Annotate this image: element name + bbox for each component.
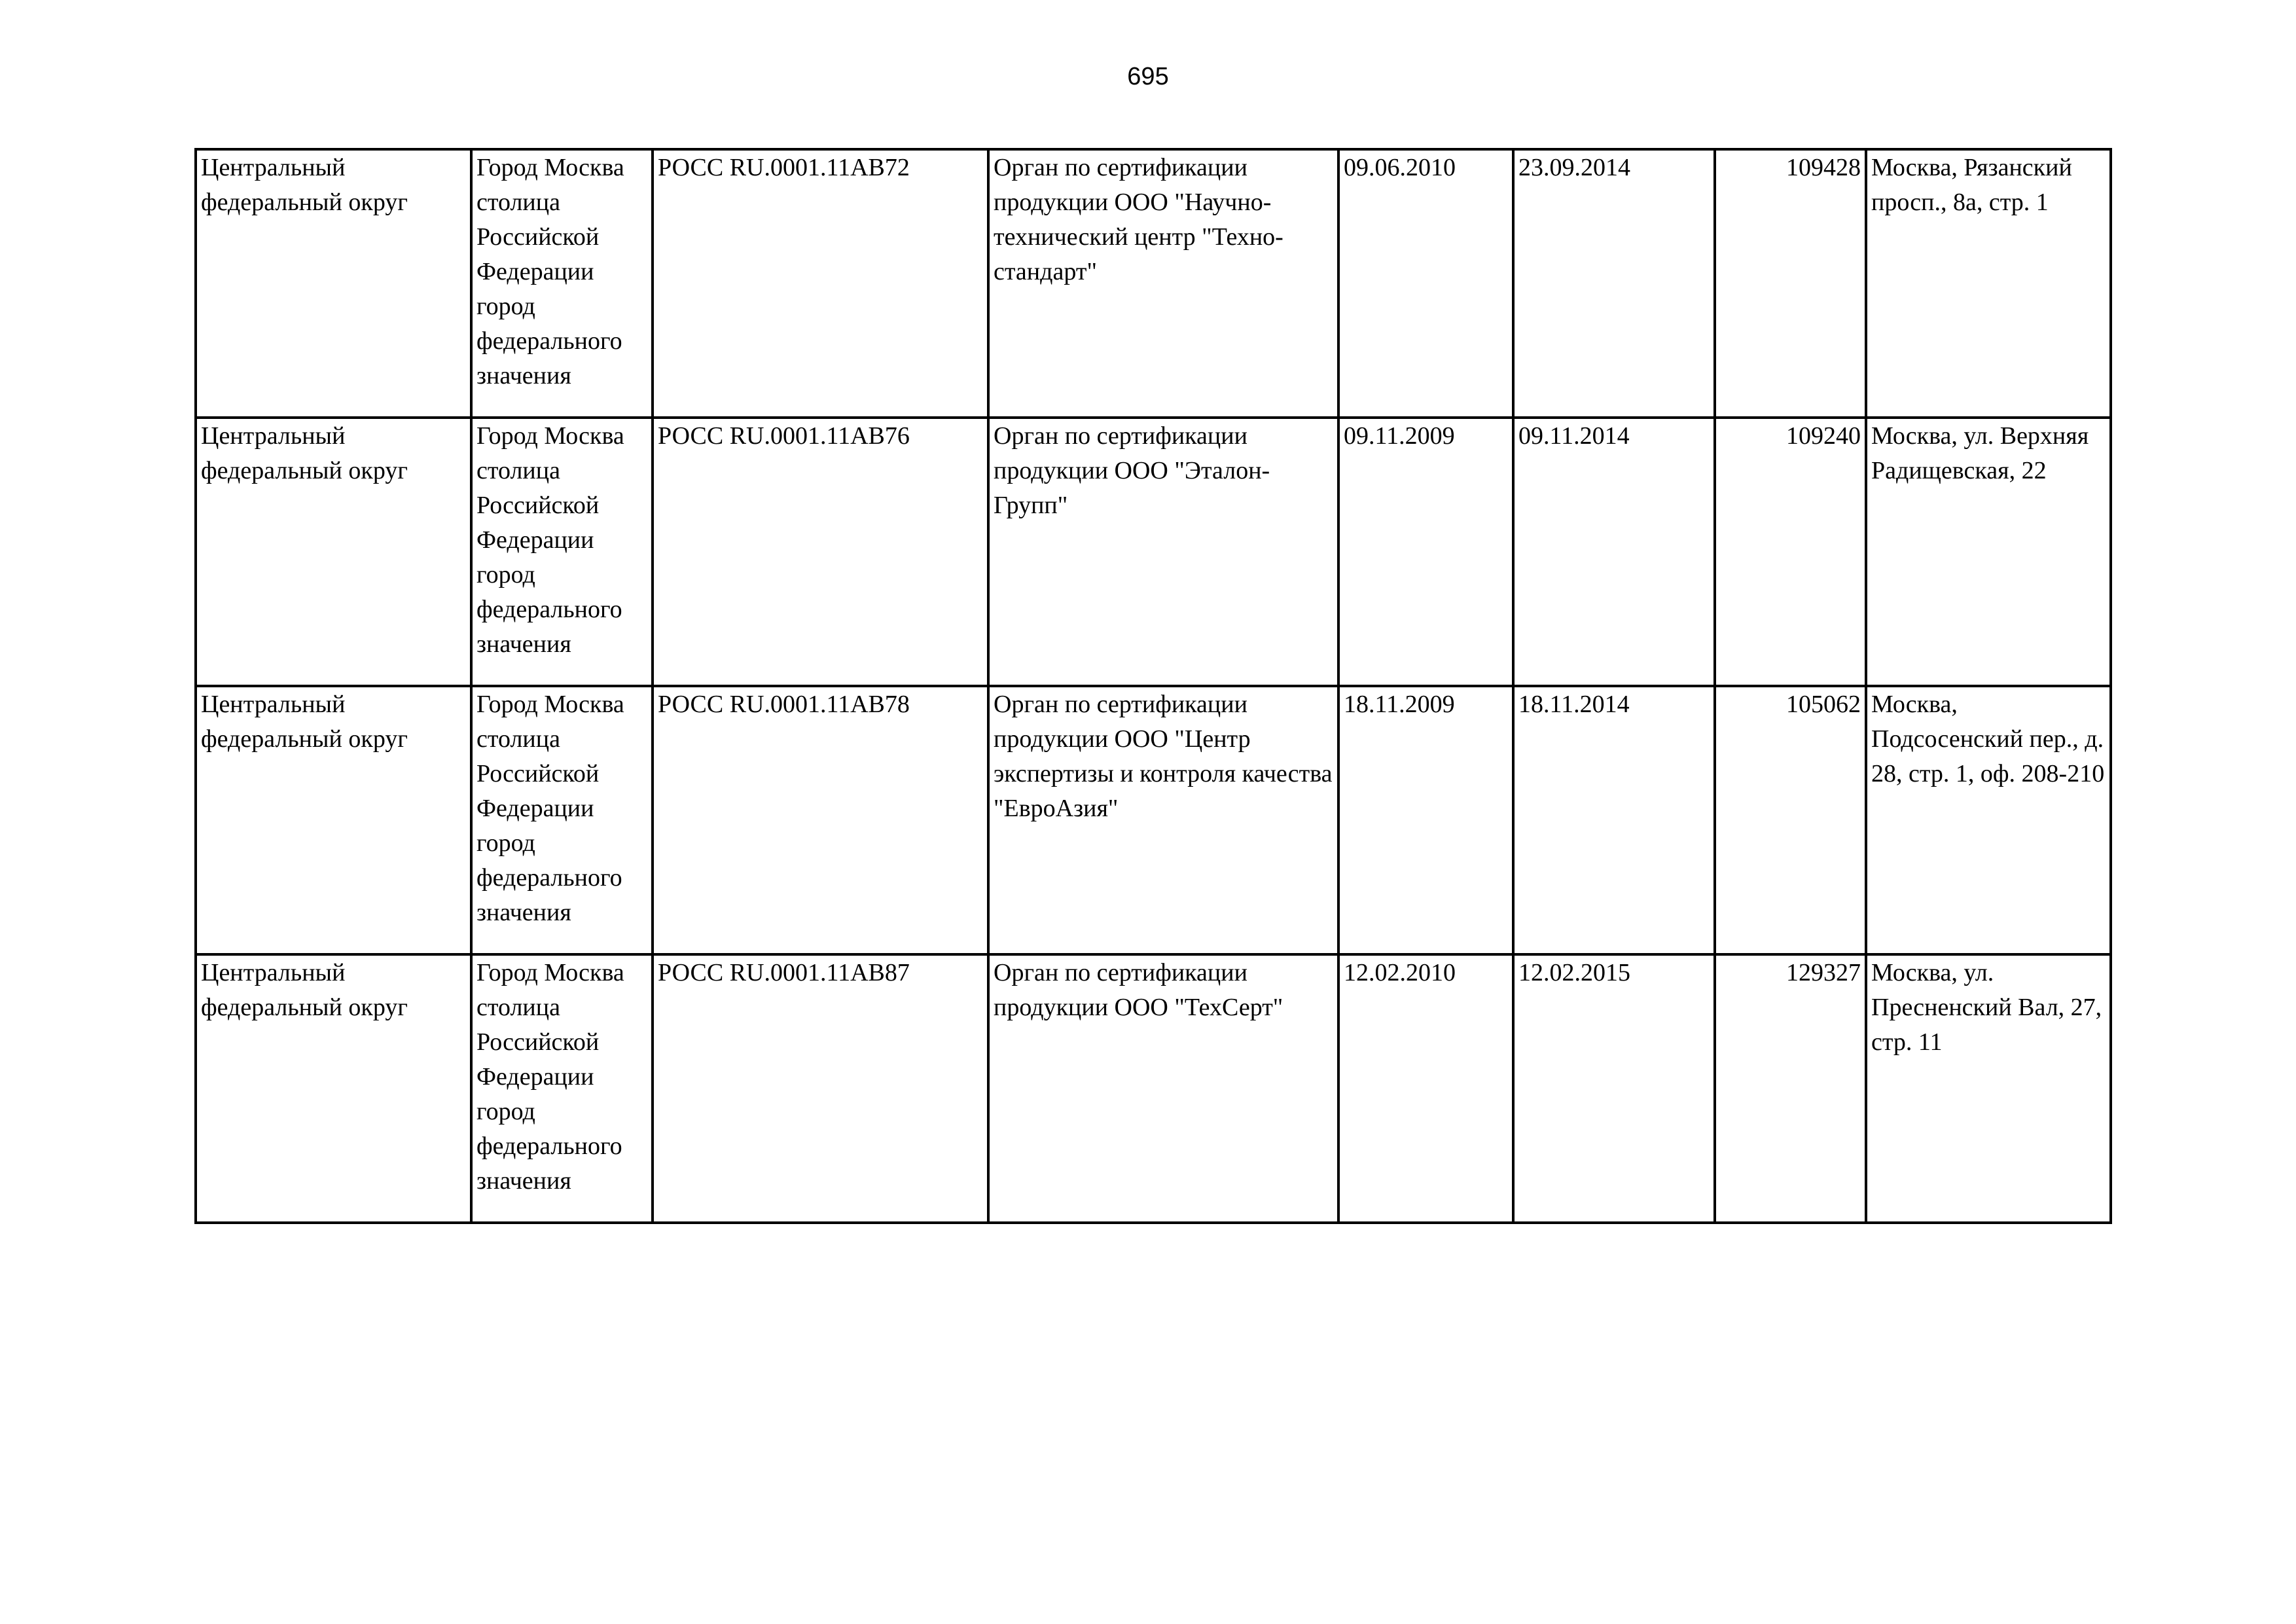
page-number: 695: [1127, 63, 1169, 90]
date-to-cell: 18.11.2014: [1513, 686, 1715, 954]
cert-number-cell: РОСС RU.0001.11АВ87: [653, 954, 988, 1223]
registry-table: [194, 148, 2112, 1224]
region-cell: Город Москва столица Российской Федерации город федерального значения: [471, 954, 653, 1223]
organization-cell: Орган по сертификации продукции ООО "Центр экспертизы и контроля качества "ЕвроАзия": [988, 686, 1338, 954]
postal-code-cell: 109240: [1715, 418, 1866, 686]
date-from-cell: 12.02.2010: [1338, 954, 1513, 1223]
postal-code-cell: 129327: [1715, 954, 1866, 1223]
region-cell: Город Москва столица Российской Федерации город федерального значения: [471, 686, 653, 954]
postal-code-cell: 109428: [1715, 149, 1866, 418]
district-cell: Центральный федеральный округ: [196, 686, 471, 954]
address-cell: Москва, ул. Пресненский Вал, 27, стр. 11: [1866, 954, 2111, 1223]
table-row: [196, 686, 2111, 954]
region-cell: Город Москва столица Российской Федерации город федерального значения: [471, 418, 653, 686]
address-cell: Москва, ул. Верхняя Радищевская, 22: [1866, 418, 2111, 686]
date-to-cell: 23.09.2014: [1513, 149, 1715, 418]
district-cell: Центральный федеральный округ: [196, 149, 471, 418]
address-cell: Москва, Подсосенский пер., д. 28, стр. 1, оф. 208-210: [1866, 686, 2111, 954]
table-row: [196, 149, 2111, 418]
cert-number-cell: РОСС RU.0001.11АВ78: [653, 686, 988, 954]
date-to-cell: 12.02.2015: [1513, 954, 1715, 1223]
date-from-cell: 09.11.2009: [1338, 418, 1513, 686]
date-from-cell: 18.11.2009: [1338, 686, 1513, 954]
table-row: [196, 418, 2111, 686]
region-cell: Город Москва столица Российской Федерации город федерального значения: [471, 149, 653, 418]
organization-cell: Орган по сертификации продукции ООО "Научно-технический центр "Техно-стандарт": [988, 149, 1338, 418]
organization-cell: Орган по сертификации продукции ООО "Эталон-Групп": [988, 418, 1338, 686]
date-to-cell: 09.11.2014: [1513, 418, 1715, 686]
district-cell: Центральный федеральный округ: [196, 954, 471, 1223]
address-cell: Москва, Рязанский просп., 8а, стр. 1: [1866, 149, 2111, 418]
district-cell: Центральный федеральный округ: [196, 418, 471, 686]
organization-cell: Орган по сертификации продукции ООО "ТехСерт": [988, 954, 1338, 1223]
postal-code-cell: 105062: [1715, 686, 1866, 954]
table-row: [196, 954, 2111, 1223]
cert-number-cell: РОСС RU.0001.11АВ76: [653, 418, 988, 686]
date-from-cell: 09.06.2010: [1338, 149, 1513, 418]
cert-number-cell: РОСС RU.0001.11АВ72: [653, 149, 988, 418]
